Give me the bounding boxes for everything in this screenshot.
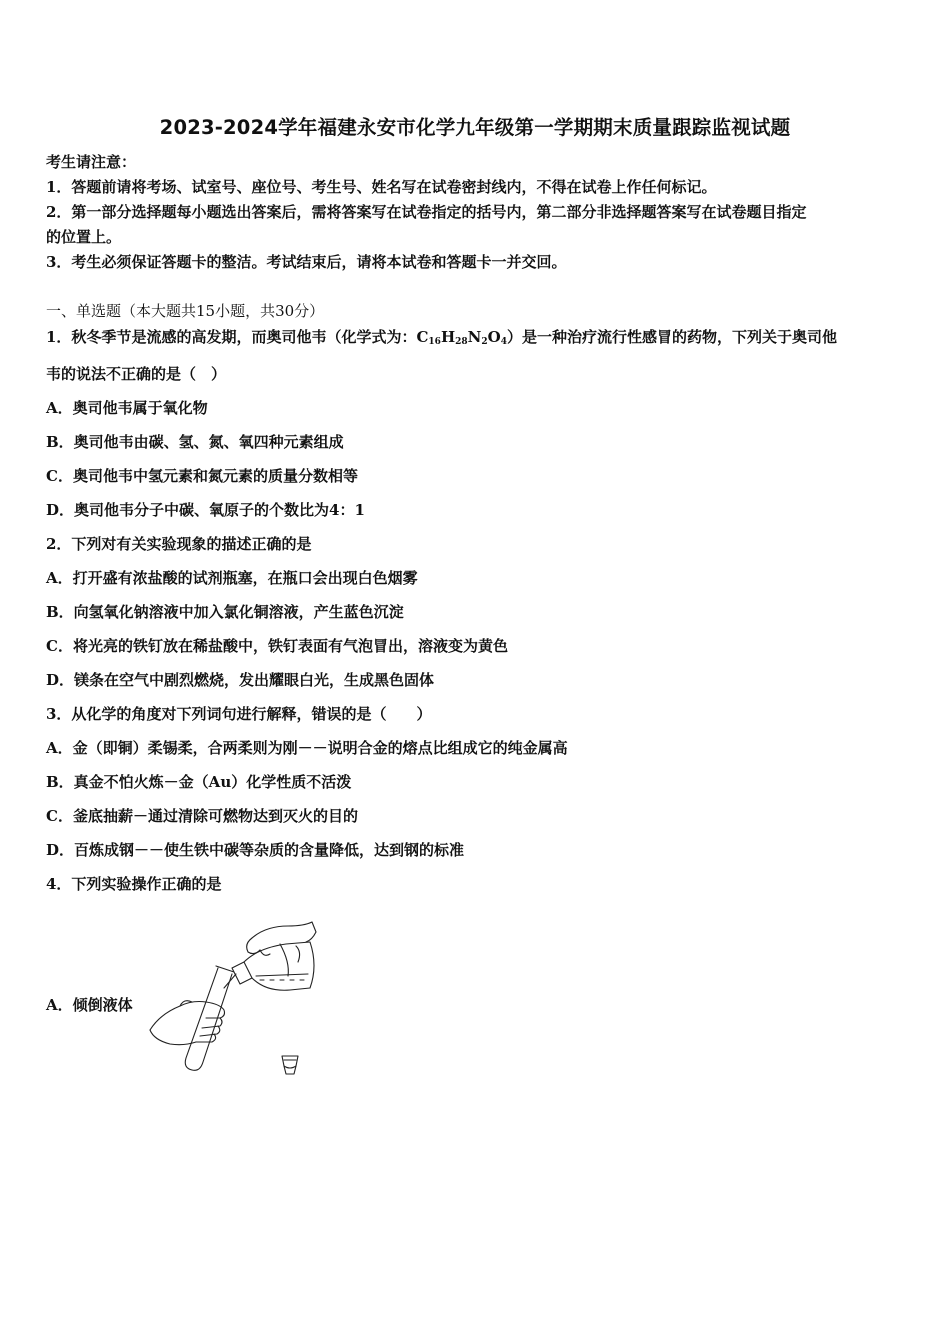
q1-stem-part1: 1．秋冬季节是流感的高发期，而奥司他韦（化学式为： bbox=[46, 328, 417, 346]
reagent-bottle-icon bbox=[224, 942, 314, 990]
chemical-formula: $C_{16}H_{28}N_2O_4$ bbox=[416, 328, 507, 347]
q1-stem-cont: 韦的说法不正确的是（ ） bbox=[46, 365, 227, 383]
notice-item-1: 1．答题前请将考场、试室号、座位号、考生号、姓名写在试卷密封线内，不得在试卷上作任何标记。 bbox=[46, 178, 717, 196]
q2-option-c: C．将光亮的铁钉放在稀盐酸中，铁钉表面有气泡冒出，溶液变为黄色 bbox=[46, 637, 508, 655]
q2-option-a: A．打开盛有浓盐酸的试剂瓶塞，在瓶口会出现白色烟雾 bbox=[46, 569, 418, 587]
q1-option-b: B．奥司他韦由碳、氢、氮、氧四种元素组成 bbox=[46, 433, 344, 451]
hand-right-icon bbox=[247, 922, 316, 976]
q1-option-a: A．奥司他韦属于氧化物 bbox=[46, 399, 208, 417]
q2-stem: 2．下列对有关实验现象的描述正确的是 bbox=[46, 535, 312, 553]
q4-option-a: A．倾倒液体 bbox=[46, 996, 133, 1014]
q1-option-d: D．奥司他韦分子中碳、氧原子的个数比为4：1 bbox=[46, 501, 365, 519]
q1-option-c: C．奥司他韦中氢元素和氮元素的质量分数相等 bbox=[46, 467, 358, 485]
q1-stem bbox=[46, 328, 837, 346]
q3-option-c: C．釜底抽薪－通过清除可燃物达到灭火的目的 bbox=[46, 807, 358, 825]
pouring-liquid-illustration bbox=[140, 918, 340, 1078]
q3-option-b: B．真金不怕火炼－金（Au）化学性质不活泼 bbox=[46, 773, 352, 791]
q1-stem-part2: ）是一种治疗流行性感冒的药物，下列关于奥司他 bbox=[506, 328, 837, 346]
notice-item-3: 3．考生必须保证答题卡的整洁。考试结束后，请将本试卷和答题卡一并交回。 bbox=[46, 253, 567, 271]
q3-option-a: A．金（即铜）柔锡柔，合两柔则为刚－－说明合金的熔点比组成它的纯金属高 bbox=[46, 739, 568, 757]
q3-option-d: D．百炼成钢－－使生铁中碳等杂质的含量降低，达到钢的标准 bbox=[46, 841, 465, 859]
q4-stem: 4．下列实验操作正确的是 bbox=[46, 875, 222, 893]
q3-stem: 3．从化学的角度对下列词句进行解释，错误的是（ ） bbox=[46, 705, 432, 723]
notice-item-2: 2．第一部分选择题每小题选出答案后，需将答案写在试卷指定的括号内，第二部分非选择题答案写在试卷题目指定 bbox=[46, 203, 807, 221]
hand-left-icon bbox=[150, 1001, 225, 1045]
page-title: 2023-2024学年福建永安市化学九年级第一学期期末质量跟踪监视试题 bbox=[159, 116, 791, 139]
notice-item-2-cont: 的位置上。 bbox=[46, 228, 122, 246]
stopper-icon bbox=[282, 1056, 298, 1074]
q2-option-d: D．镁条在空气中剧烈燃烧，发出耀眼白光，生成黑色固体 bbox=[46, 671, 435, 689]
q2-option-b: B．向氢氧化钠溶液中加入氯化铜溶液，产生蓝色沉淀 bbox=[46, 603, 404, 621]
section-heading: 一、单选题（本大题共15小题，共30分） bbox=[46, 302, 325, 320]
notice-heading: 考生请注意： bbox=[46, 153, 137, 171]
